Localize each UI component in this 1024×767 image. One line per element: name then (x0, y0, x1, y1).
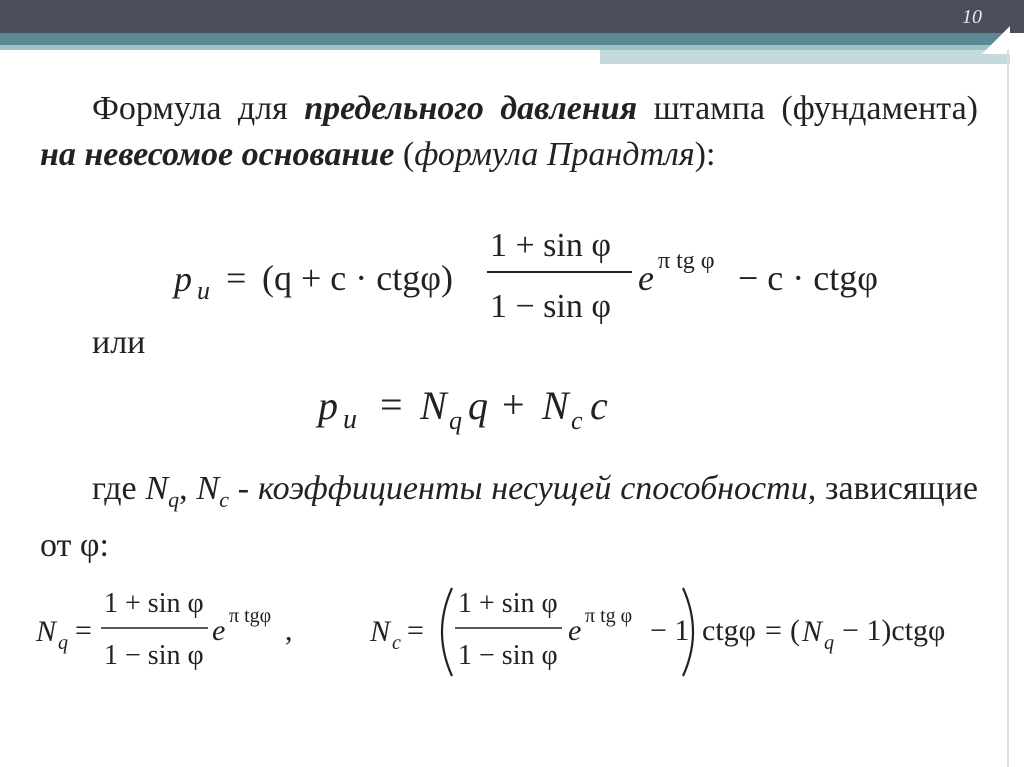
f2-q: q (468, 383, 488, 428)
f2-N1-sub: q (449, 406, 462, 435)
f1-tail: − c · ctgφ (738, 258, 879, 298)
f2-lhs-sub: u (343, 404, 357, 435)
f2-N2: N (542, 383, 569, 428)
f4-open: ( (790, 614, 800, 647)
f4-N2-sub: q (824, 632, 834, 654)
intro-paragraph: Формула для предельного давления штампа (фундамента) на невесомое основание (формула Прандтля): (40, 90, 978, 173)
f3-eq: = (75, 614, 92, 647)
f4-minus1: − 1 (650, 614, 690, 647)
f2-plus: + (502, 382, 525, 427)
f4-ctg: ctgφ (702, 614, 756, 647)
f4-rest: − 1)ctgφ (842, 614, 946, 647)
f2-lhs: p (318, 383, 338, 428)
f3-exponent: π tgφ (229, 605, 272, 627)
formula-nc (369, 588, 945, 676)
page-number: 10 (962, 6, 982, 28)
f4-eq2: = (765, 614, 782, 647)
f1-lhs-sub: u (197, 276, 210, 305)
f3-numerator: 1 + sin φ (104, 588, 204, 619)
f4-N: N (370, 615, 391, 648)
f1-denominator: 1 − sin φ (490, 288, 611, 325)
f4-exponent: π tg φ (585, 605, 633, 627)
f3-comma: , (285, 614, 293, 647)
f4-e: e (568, 614, 582, 647)
formula-prandtl (171, 227, 878, 325)
f1-numerator: 1 + sin φ (490, 227, 611, 264)
f4-sub: c (392, 632, 401, 654)
f1-e: e (638, 258, 654, 298)
f3-denominator: 1 − sin φ (104, 640, 204, 671)
f2-N1: N (420, 383, 447, 428)
f3-N: N (36, 615, 57, 648)
or-word: или (92, 324, 146, 361)
f2-N2-sub: c (571, 406, 583, 435)
f1-lhs: p (174, 259, 192, 299)
f4-denominator: 1 − sin φ (458, 640, 558, 671)
coefficients-paragraph: где $N_q$, $N_c$ - коэффициенты несущей способности, зависящие от φ: (40, 470, 979, 564)
f3-e: e (212, 614, 226, 647)
f1-eq: = (226, 258, 247, 298)
f2-c: c (590, 383, 608, 428)
f1-group: (q + c · ctgφ) (262, 258, 454, 298)
f4-N2: N (802, 615, 823, 648)
f4-left-paren (442, 588, 452, 676)
formula-nq (35, 588, 293, 671)
formula-coefficients (315, 382, 608, 435)
f4-numerator: 1 + sin φ (458, 588, 558, 619)
f2-eq: = (380, 382, 403, 427)
f4-eq: = (407, 614, 424, 647)
f1-exponent: π tg φ (658, 248, 715, 274)
f3-sub: q (58, 632, 68, 654)
